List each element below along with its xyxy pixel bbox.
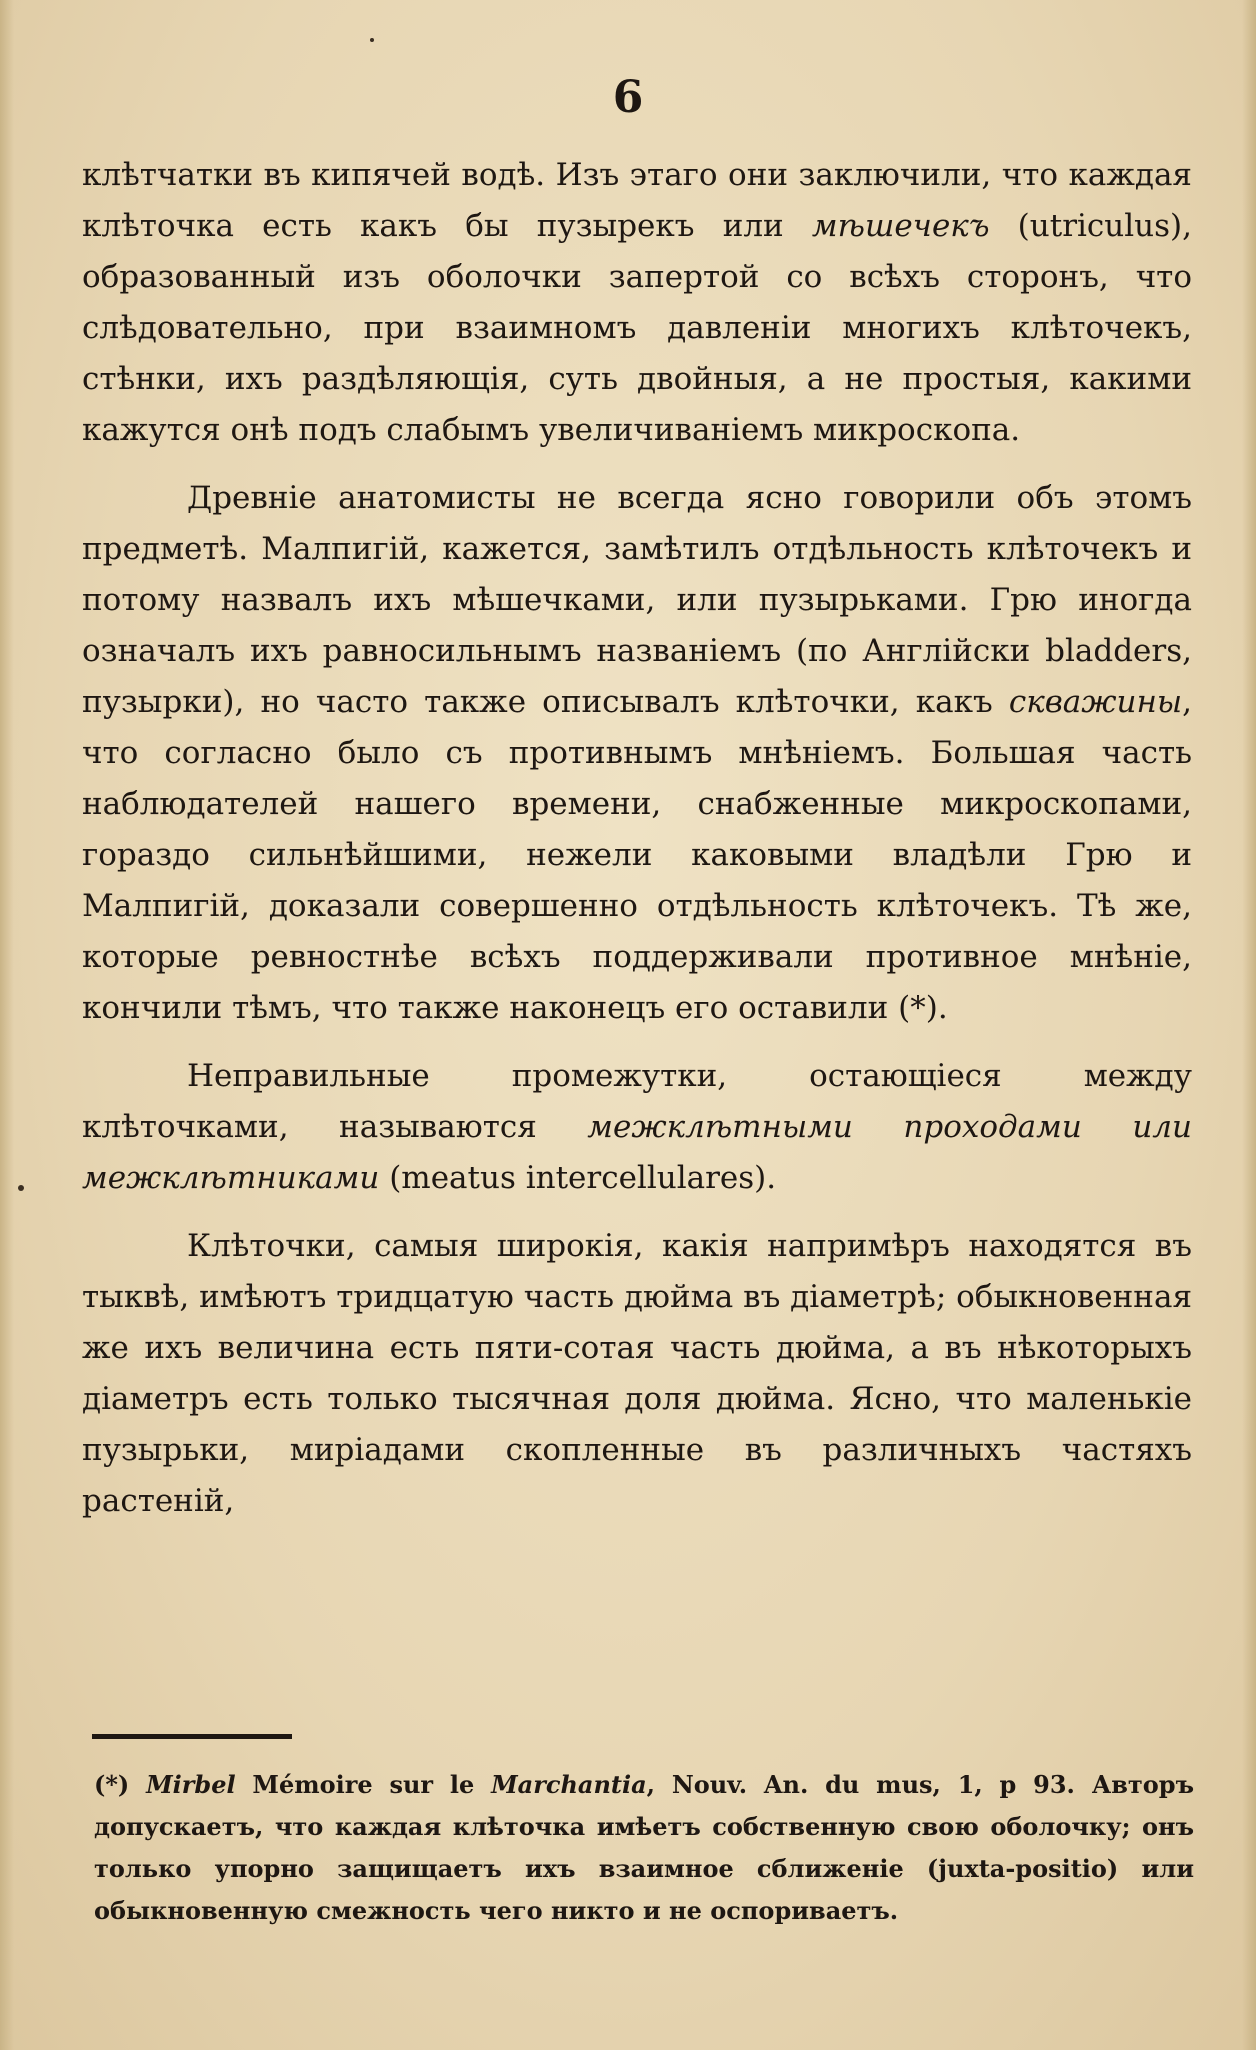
page-edge-left bbox=[0, 0, 14, 2050]
footnote-italic: Marchantia bbox=[491, 1770, 647, 1799]
paper-speck bbox=[370, 38, 374, 42]
footnote-separator bbox=[92, 1734, 292, 1739]
paragraph bbox=[82, 1051, 1192, 1204]
paragraph bbox=[82, 150, 1192, 456]
paragraph-text: клѣтчатки въ кипячей водѣ. Изъ этаго они заключили, что каждая клѣточка есть какъ бы пузырекъ или bbox=[82, 157, 1192, 244]
page-edge-right bbox=[1242, 0, 1256, 2050]
paragraph-text: , что согласно было съ противнымъ мнѣніемъ. Большая часть наблюдателей нашего времени, снабженные микроскопами, гораздо сильнѣйшими, нежели каковыми владѣли Грю и Малпигій, доказали совершенно отдѣльность клѣточекъ. Тѣ же, которые ревностнѣе всѣхъ поддерживали противное мнѣніе, кончили тѣмъ, что также наконецъ его оставили (*). bbox=[82, 684, 1192, 1026]
footnote-text: Mémoire sur le bbox=[235, 1770, 492, 1799]
paragraph-text: Клѣточки, самыя широкія, какія напримѣръ находятся въ тыквѣ, имѣютъ тридцатую часть дюйма въ діаметрѣ; обыкновенная же ихъ величина есть пяти-сотая часть дюйма, а въ нѣкоторыхъ діаметръ есть только тысячная доля дюйма. Ясно, что маленькіе пузырьки, миріадами скопленные въ различныхъ частяхъ растеній, bbox=[82, 1228, 1192, 1519]
paragraph-text: (utriculus), образованный изъ оболочки запертой со всѣхъ сторонъ, что слѣдовательно, при взаимномъ давленіи многихъ клѣточекъ, стѣнки, ихъ раздѣляющія, суть двойныя, а не простыя, какими кажутся онѣ подъ слабымъ увеличиваніемъ микроскопа. bbox=[82, 208, 1192, 448]
footnote-text: (*) bbox=[94, 1770, 147, 1799]
paragraph bbox=[82, 473, 1192, 1034]
italic-term: мѣшечекъ bbox=[811, 208, 990, 244]
paragraph-text: Неправильные промежутки, остающіеся между клѣточками, называются bbox=[82, 1058, 1192, 1145]
paper-speck bbox=[18, 1185, 24, 1191]
paragraph-text: (meatus intercellulares). bbox=[379, 1160, 777, 1196]
footnote-italic: Mirbel bbox=[146, 1770, 236, 1799]
footnote bbox=[94, 1764, 1194, 1932]
paragraph-text: Древніе анатомисты не всегда ясно говорили объ этомъ предметѣ. Малпигій, кажется, замѣтилъ отдѣльность клѣточекъ и потому назвалъ ихъ мѣшечками, или пузырьками. Грю иногда означалъ ихъ равносильнымъ названіемъ (по Англійски bladders, пузырки), но часто также описывалъ клѣточки, какъ bbox=[82, 480, 1192, 720]
body-text bbox=[82, 150, 1192, 1544]
footnote-text: , Nouv. An. du mus, 1, p 93. Авторъ допускаетъ, что каждая клѣточка имѣетъ собственную свою оболочку; онъ только упорно защищаетъ ихъ взаимное сближеніе (juxta-positio) или обыкновенную смежность чего никто и не оспориваетъ. bbox=[94, 1770, 1195, 1925]
page-number: 6 bbox=[612, 72, 644, 123]
paragraph bbox=[82, 1221, 1192, 1527]
italic-term: скважины bbox=[1008, 684, 1183, 720]
italic-term: межклѣтными проходами или межклѣтниками bbox=[82, 1109, 1192, 1196]
